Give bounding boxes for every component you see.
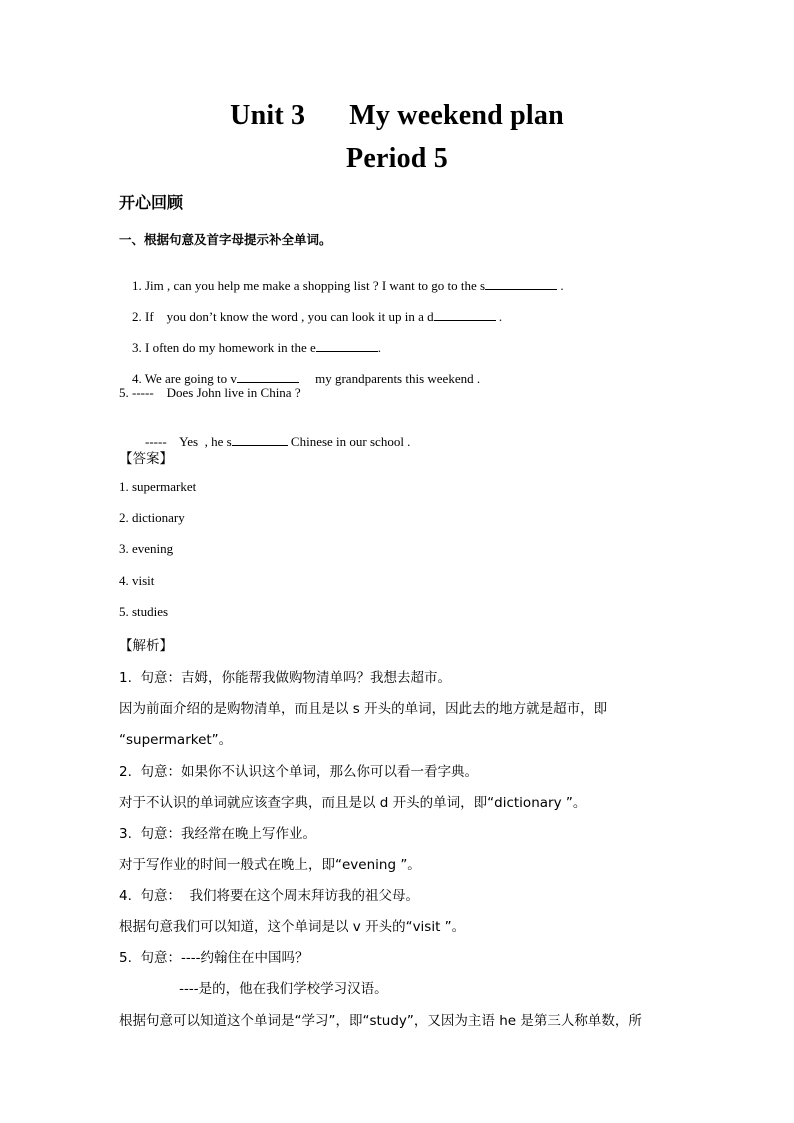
question-text: 2. If you don’t know the word , you can look it up in a d: [132, 309, 434, 324]
unit-number: Unit 3: [230, 100, 306, 131]
unit-name: My weekend plan: [349, 100, 564, 131]
analysis-line: ----是的，他在我们学校学习汉语。: [119, 981, 388, 997]
analysis-line: 根据句意我们可以知道，这个单词是以 v 开头的“visit ”。: [119, 919, 466, 935]
question-text: 4. We are going to v: [132, 371, 237, 386]
analysis-line: “supermarket”。: [119, 732, 233, 748]
analysis-line: 根据句意可以知道这个单词是“学习”，即“study”，又因为主语 he 是第三人称单数，所: [119, 1013, 642, 1029]
question-text: my grandparents this weekend .: [298, 371, 481, 386]
document-title-unit: [0, 100, 794, 132]
analysis-line: 4. 句意： 我们将要在这个周末拜访我的祖父母。: [119, 888, 420, 904]
answer-1: 1. supermarket: [119, 479, 197, 494]
question-text: .: [377, 340, 382, 355]
analysis-line: 5. 句意：----约翰住在中国吗？: [119, 950, 309, 966]
analysis-line: 1. 句意：吉姆，你能帮我做购物清单吗？我想去超市。: [119, 670, 451, 686]
answer-3: 3. evening: [119, 541, 174, 556]
question-text: 3. I often do my homework in the e: [132, 340, 316, 355]
question-text: 1. Jim , can you help me make a shopping list ? I want to go to the s: [132, 278, 486, 293]
analysis-heading: 【解析】: [119, 638, 173, 654]
answer-blank: [232, 433, 288, 446]
answer-2: 2. dictionary: [119, 510, 185, 525]
answer-blank: [434, 308, 496, 321]
analysis-line: 2. 句意：如果你不认识这个单词，那么你可以看一看字典。: [119, 764, 478, 780]
answer-4: 4. visit: [119, 573, 155, 588]
question-5: 5. ----- Does John live in China ?: [119, 385, 301, 400]
question-text: Chinese in our school .: [287, 434, 411, 449]
analysis-line: 3. 句意：我经常在晚上写作业。: [119, 826, 316, 842]
answer-blank: [237, 370, 299, 383]
answer-5: 5. studies: [119, 604, 169, 619]
analysis-line: 对于不认识的单词就应该查字典，而且是以 d 开头的单词，即“dictionary ”。: [119, 795, 587, 811]
question-text: .: [557, 278, 564, 293]
document-title-period: Period 5: [346, 143, 448, 174]
question-text: ----- Yes , he s: [132, 434, 232, 449]
answer-heading: 【答案】: [119, 451, 173, 467]
analysis-line: 对于写作业的时间一般式在晚上，即“evening ”。: [119, 857, 421, 873]
section-heading: 开心回顾: [119, 193, 184, 212]
part-heading: 一、根据句意及首字母提示补全单词。: [119, 232, 332, 247]
answer-blank: [316, 339, 378, 352]
analysis-line: 因为前面介绍的是购物清单，而且是以 s 开头的单词，因此去的地方就是超市，即: [119, 701, 608, 717]
answer-blank: [485, 277, 557, 290]
question-text: .: [495, 309, 503, 324]
